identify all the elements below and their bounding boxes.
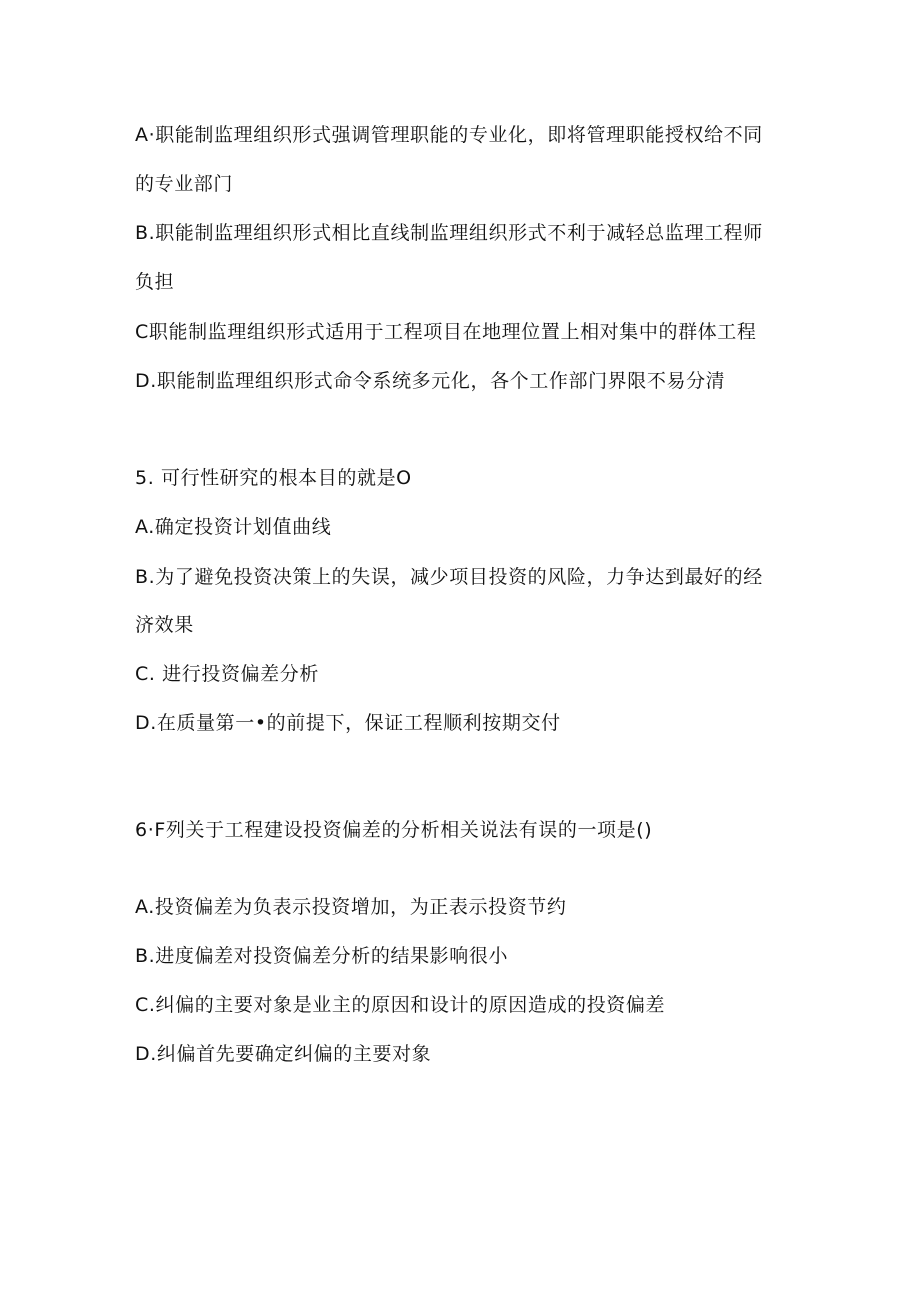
q5-option-b-line2: 济效果 bbox=[135, 614, 194, 636]
q4-option-b-line1: B.职能制监理组织形式相比直线制监理组织形式不利于减轻总监理工程师 bbox=[135, 222, 763, 244]
q6-option-d: D.纠偏首先要确定纠偏的主要对象 bbox=[135, 1043, 432, 1065]
q4-option-a-line1: A·职能制监理组织形式强调管理职能的专业化，即将管理职能授权给不同 bbox=[135, 124, 763, 146]
q5-option-c: C. 进行投资偏差分析 bbox=[135, 663, 319, 685]
q5-question: 5. 可行性研究的根本目的就是O bbox=[135, 467, 412, 489]
q4-option-d: D.职能制监理组织形式命令系统多元化，各个工作部门界限不易分清 bbox=[135, 370, 726, 392]
q4-option-b-line2: 负担 bbox=[135, 271, 175, 293]
q6-question: 6·F列关于工程建设投资偏差的分析相关说法有误的一项是() bbox=[135, 819, 653, 841]
q5-option-b-line1: B.为了避免投资决策上的失误，减少项目投资的风险，力争达到最好的经 bbox=[135, 566, 763, 588]
q6-option-a: A.投资偏差为负表示投资增加，为正表示投资节约 bbox=[135, 896, 567, 918]
q4-option-c: C职能制监理组织形式适用于工程项目在地理位置上相对集中的群体工程 bbox=[135, 321, 757, 343]
q6-option-b: B.进度偏差对投资偏差分析的结果影响很小 bbox=[135, 945, 509, 967]
q5-option-d: D.在质量第一•的前提下，保证工程顺利按期交付 bbox=[135, 712, 561, 734]
q4-option-a-line2: 的专业部门 bbox=[135, 173, 234, 195]
q5-option-a: A.确定投资计划值曲线 bbox=[135, 516, 332, 538]
q6-option-c: C.纠偏的主要对象是业主的原因和设计的原因造成的投资偏差 bbox=[135, 994, 666, 1016]
